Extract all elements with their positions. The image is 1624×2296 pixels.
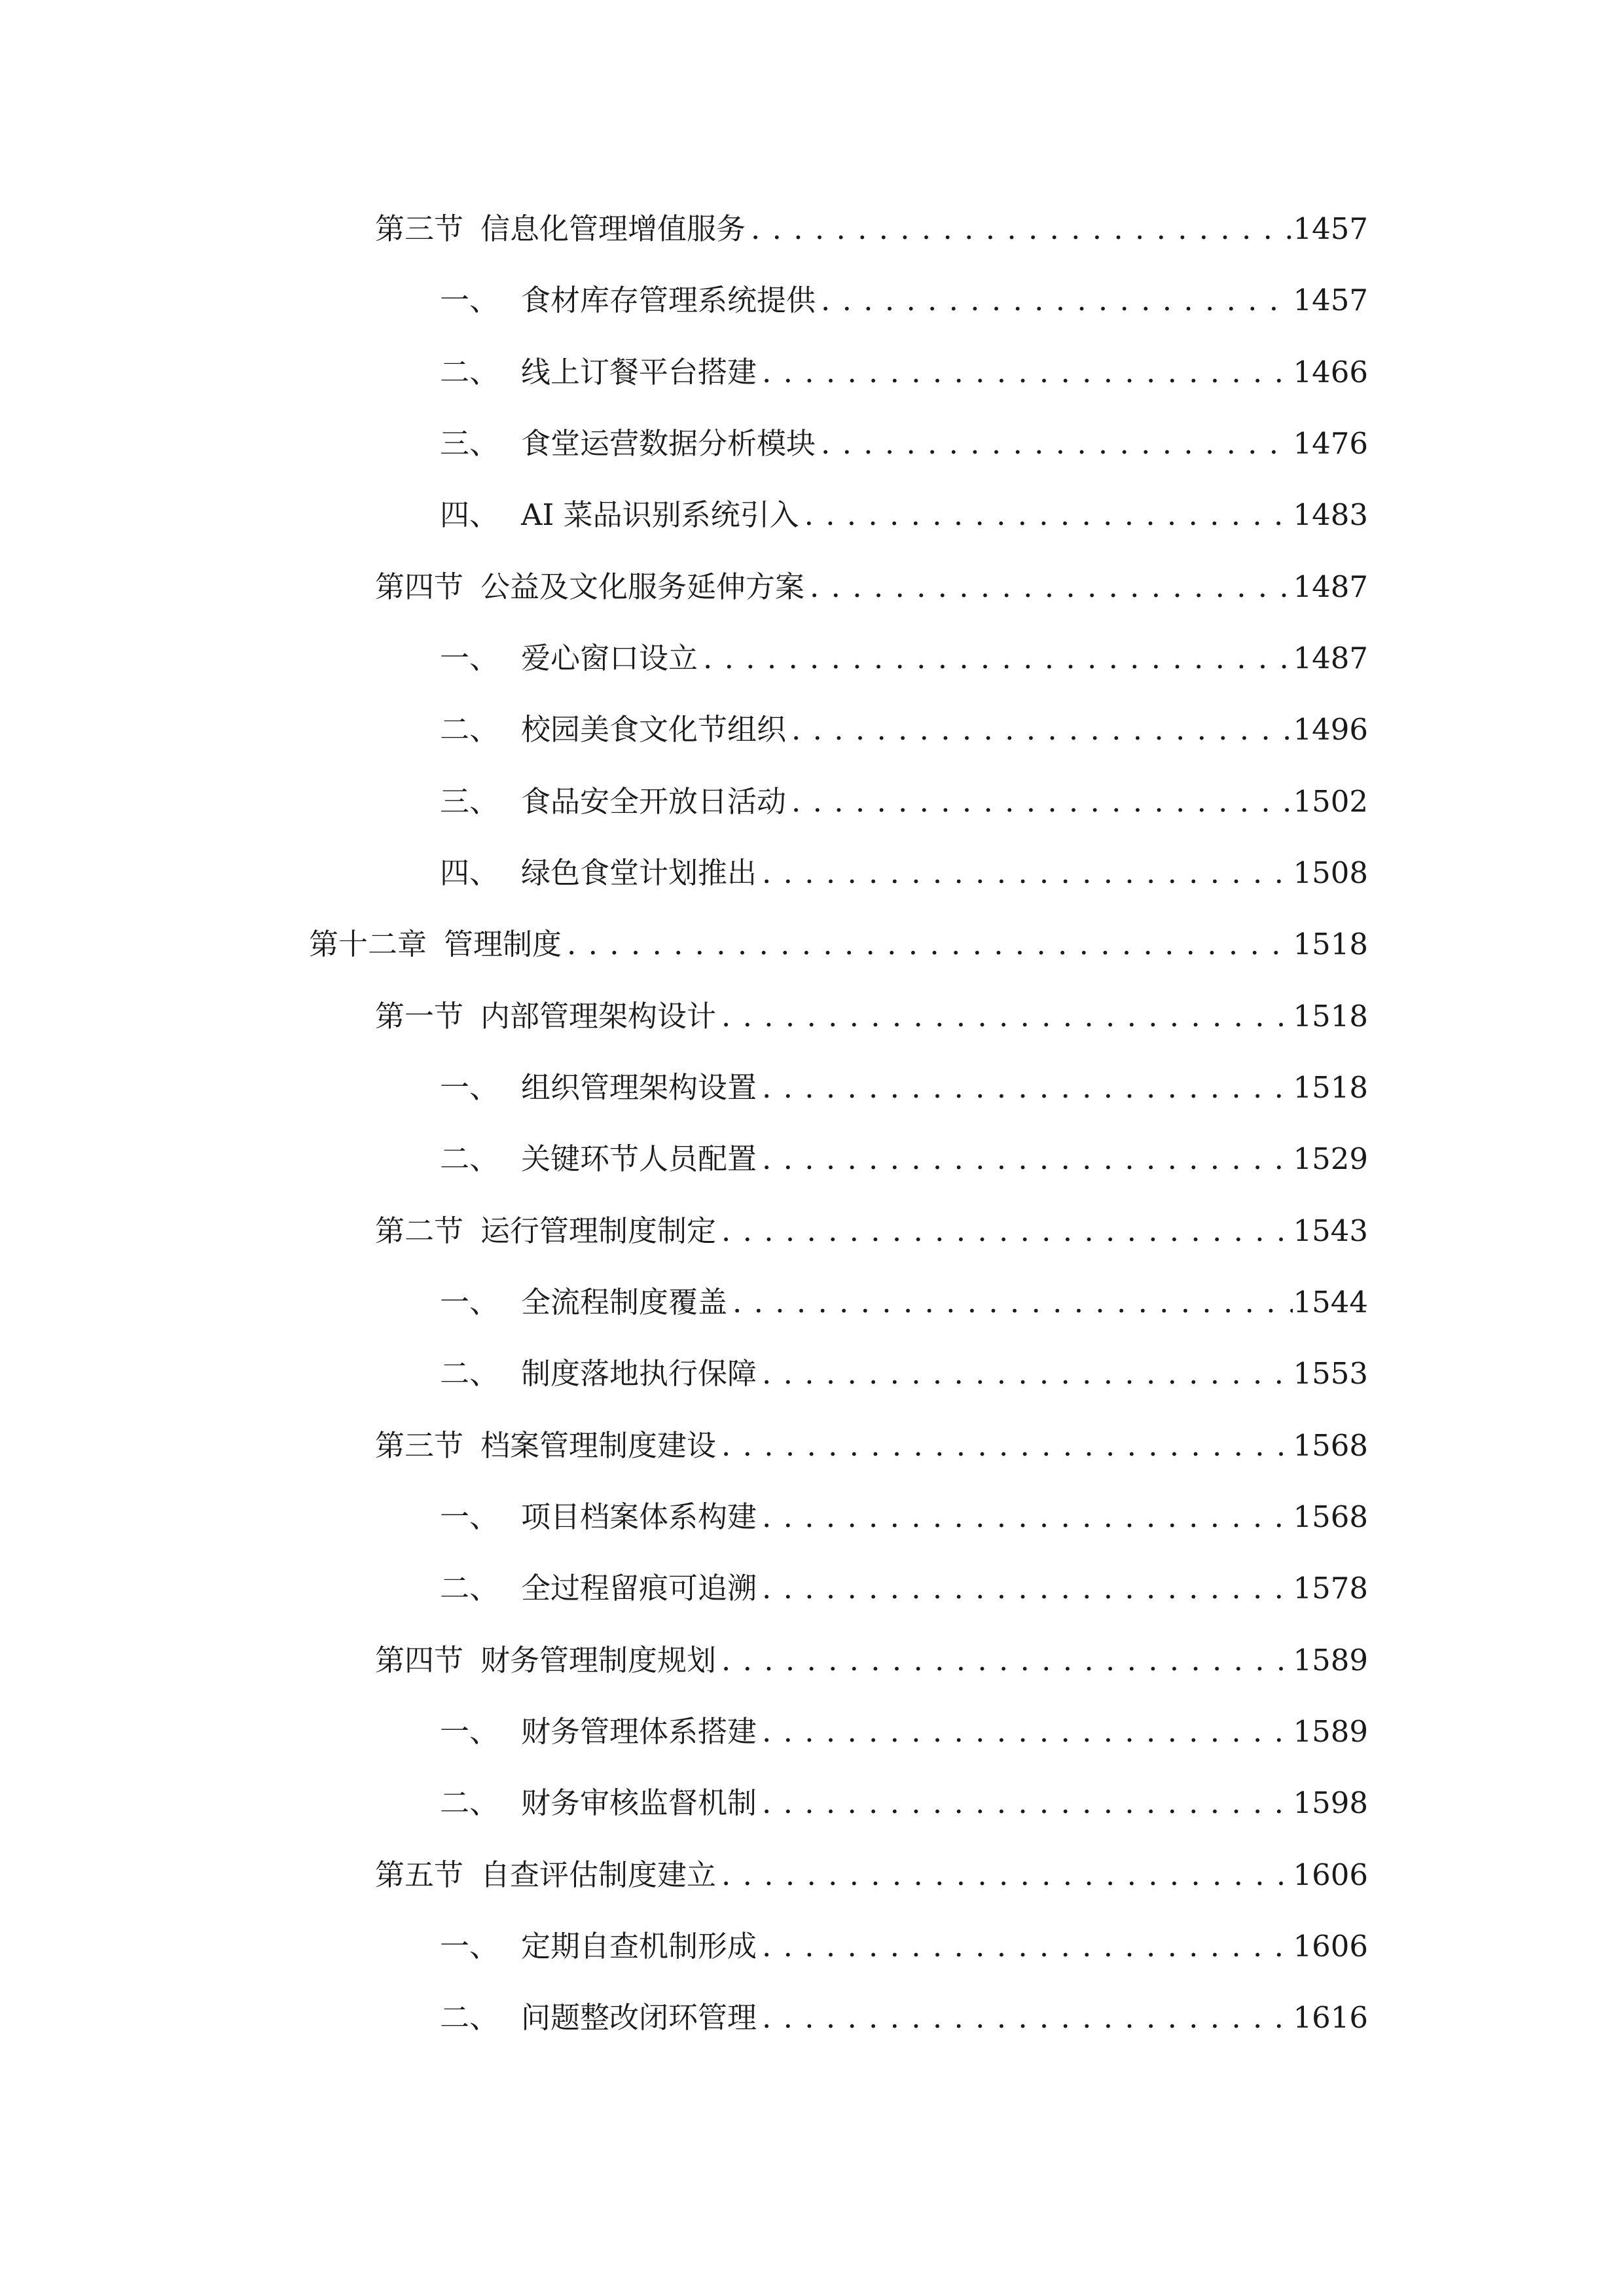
toc-entry-section[interactable] xyxy=(375,1208,1368,1254)
dot-leader xyxy=(746,206,1293,252)
toc-page-number: 1457 xyxy=(1293,283,1368,317)
toc-entry-title: 档案管理制度建设 xyxy=(480,1428,717,1463)
toc-page-number: 1496 xyxy=(1293,712,1368,747)
toc-entry-item[interactable] xyxy=(440,1351,1368,1397)
toc-entry-title: 食品安全开放日活动 xyxy=(521,784,787,819)
toc-chapter-label: 第十二章 xyxy=(309,927,427,961)
dot-leader xyxy=(757,350,1293,395)
dot-leader xyxy=(786,779,1293,825)
toc-entry-title: 食堂运营数据分析模块 xyxy=(521,426,816,461)
dot-leader xyxy=(727,1280,1293,1325)
toc-entry-title: 定期自查机制形成 xyxy=(521,1929,757,1964)
toc-entry-title: 项目档案体系构建 xyxy=(521,1499,757,1534)
toc-page-number: 1487 xyxy=(1293,641,1368,675)
toc-entry-title: 公益及文化服务延伸方案 xyxy=(480,569,805,604)
dot-leader xyxy=(757,1566,1293,1611)
dot-leader xyxy=(757,1136,1293,1182)
toc-entry-item[interactable] xyxy=(440,1494,1368,1540)
toc-item-label: 四、 xyxy=(440,497,499,532)
toc-entry-title: 问题整改闭环管理 xyxy=(521,2000,757,2035)
toc-section-label: 第三节 xyxy=(375,1428,464,1463)
toc-section-label: 第三节 xyxy=(375,211,464,246)
toc-entry-item[interactable] xyxy=(440,1780,1368,1826)
toc-entry-item[interactable] xyxy=(440,350,1368,395)
dot-leader xyxy=(757,1709,1293,1755)
toc-entry-item[interactable] xyxy=(440,1924,1368,1969)
toc-entry-title: 信息化管理增值服务 xyxy=(480,211,746,246)
toc-page-number: 1616 xyxy=(1293,2000,1368,2035)
toc-page-number: 1518 xyxy=(1293,927,1368,961)
toc-entry-title: 全过程留痕可追溯 xyxy=(521,1571,757,1605)
toc-page-number: 1598 xyxy=(1293,1785,1368,1820)
toc-entry-title: 食材库存管理系统提供 xyxy=(521,283,816,317)
toc-entry-section[interactable] xyxy=(375,1423,1368,1469)
toc-entry-title: 全流程制度覆盖 xyxy=(521,1285,728,1319)
toc-item-label: 二、 xyxy=(440,1785,499,1820)
toc-entry-title: 关键环节人员配置 xyxy=(521,1141,757,1176)
toc-entry-chapter[interactable] xyxy=(309,922,1368,967)
toc-page-number: 1543 xyxy=(1293,1213,1368,1248)
dot-leader xyxy=(757,1351,1293,1397)
toc-page-number: 1529 xyxy=(1293,1141,1368,1176)
toc-entry-title: 财务管理体系搭建 xyxy=(521,1714,757,1749)
toc-entry-item[interactable] xyxy=(440,421,1368,467)
toc-entry-item[interactable] xyxy=(440,779,1368,825)
toc-item-label: 二、 xyxy=(440,355,499,389)
toc-entry-title: 内部管理架构设计 xyxy=(480,999,717,1033)
toc-item-label: 一、 xyxy=(440,1714,499,1749)
toc-entry-item[interactable] xyxy=(440,1709,1368,1755)
toc-entry-item[interactable] xyxy=(440,1280,1368,1325)
toc-section-label: 第四节 xyxy=(375,1643,464,1677)
dot-leader xyxy=(698,636,1293,681)
toc-page-number: 1502 xyxy=(1293,784,1368,819)
toc-page-number: 1487 xyxy=(1293,569,1368,604)
toc-page-number: 1568 xyxy=(1293,1428,1368,1463)
dot-leader xyxy=(757,850,1293,896)
toc-entry-title: 爱心窗口设立 xyxy=(521,641,698,675)
toc-entry-title: 财务审核监督机制 xyxy=(521,1785,757,1820)
toc-page-number: 1589 xyxy=(1293,1714,1368,1749)
toc-section-label: 第五节 xyxy=(375,1857,464,1892)
toc-entry-item[interactable] xyxy=(440,707,1368,753)
toc-entry-item[interactable] xyxy=(440,636,1368,681)
toc-entry-title: 财务管理制度规划 xyxy=(480,1643,717,1677)
dot-leader xyxy=(786,707,1293,753)
toc-item-label: 三、 xyxy=(440,426,499,461)
toc-page-number: 1553 xyxy=(1293,1356,1368,1391)
toc-item-label: 二、 xyxy=(440,1571,499,1605)
toc-item-label: 一、 xyxy=(440,283,499,317)
toc-item-label: 二、 xyxy=(440,712,499,747)
toc-entry-item[interactable] xyxy=(440,492,1368,538)
toc-page-number: 1518 xyxy=(1293,1070,1368,1105)
toc-item-label: 一、 xyxy=(440,641,499,675)
dot-leader xyxy=(799,492,1293,538)
toc-entry-title: 绿色食堂计划推出 xyxy=(521,855,757,890)
dot-leader xyxy=(716,1208,1293,1254)
toc-entry-section[interactable] xyxy=(375,1852,1368,1898)
toc-entry-section[interactable] xyxy=(375,206,1368,252)
toc-entry-title: 管理制度 xyxy=(444,927,562,961)
toc-entry-section[interactable] xyxy=(375,1638,1368,1683)
toc-page-number: 1544 xyxy=(1293,1285,1368,1319)
toc-item-label: 二、 xyxy=(440,2000,499,2035)
dot-leader xyxy=(757,1065,1293,1111)
toc-page-number: 1508 xyxy=(1293,855,1368,890)
toc-item-label: 一、 xyxy=(440,1285,499,1319)
toc-entry-item[interactable] xyxy=(440,278,1368,323)
toc-item-label: 四、 xyxy=(440,855,499,890)
toc-entry-item[interactable] xyxy=(440,1995,1368,2041)
dot-leader xyxy=(716,1423,1293,1469)
dot-leader xyxy=(816,421,1293,467)
toc-entry-title: 运行管理制度制定 xyxy=(480,1213,717,1248)
toc-item-label: 三、 xyxy=(440,784,499,819)
toc-entry-section[interactable] xyxy=(375,994,1368,1039)
toc-page-number: 1457 xyxy=(1293,211,1368,246)
toc-page-number: 1568 xyxy=(1293,1499,1368,1534)
toc-page-number: 1518 xyxy=(1293,999,1368,1033)
dot-leader xyxy=(562,922,1293,967)
toc-section-label: 第二节 xyxy=(375,1213,464,1248)
toc-page-number: 1466 xyxy=(1293,355,1368,389)
dot-leader xyxy=(757,1494,1293,1540)
toc-section-label: 第四节 xyxy=(375,569,464,604)
toc-page-number: 1606 xyxy=(1293,1857,1368,1892)
dot-leader xyxy=(716,1638,1293,1683)
dot-leader xyxy=(757,1995,1293,2041)
toc-entry-section[interactable] xyxy=(375,564,1368,610)
toc-item-label: 一、 xyxy=(440,1070,499,1105)
toc-page-number: 1483 xyxy=(1293,497,1368,532)
toc-entry-item[interactable] xyxy=(440,1566,1368,1611)
toc-item-label: 二、 xyxy=(440,1356,499,1391)
toc-item-label: 一、 xyxy=(440,1499,499,1534)
toc-entry-title: 制度落地执行保障 xyxy=(521,1356,757,1391)
dot-leader xyxy=(757,1780,1293,1826)
dot-leader xyxy=(816,278,1293,323)
toc-entry-title: 线上订餐平台搭建 xyxy=(521,355,757,389)
toc-entry-title: 组织管理架构设置 xyxy=(521,1070,757,1105)
toc-entry-item[interactable] xyxy=(440,1065,1368,1111)
toc-item-label: 二、 xyxy=(440,1141,499,1176)
dot-leader xyxy=(716,994,1293,1039)
toc-section-label: 第一节 xyxy=(375,999,464,1033)
toc-entry-item[interactable] xyxy=(440,850,1368,896)
dot-leader xyxy=(804,564,1293,610)
toc-entry-item[interactable] xyxy=(440,1136,1368,1182)
toc-entry-title: 自查评估制度建立 xyxy=(480,1857,717,1892)
toc-entry-title: 校园美食文化节组织 xyxy=(521,712,787,747)
toc-item-label: 一、 xyxy=(440,1929,499,1964)
toc-page-number: 1578 xyxy=(1293,1571,1368,1605)
dot-leader xyxy=(716,1852,1293,1898)
toc-entry-title: AI 菜品识别系统引入 xyxy=(521,497,799,532)
dot-leader xyxy=(757,1924,1293,1969)
toc-page-number: 1476 xyxy=(1293,426,1368,461)
toc-page-number: 1606 xyxy=(1293,1929,1368,1964)
toc-page-number: 1589 xyxy=(1293,1643,1368,1677)
